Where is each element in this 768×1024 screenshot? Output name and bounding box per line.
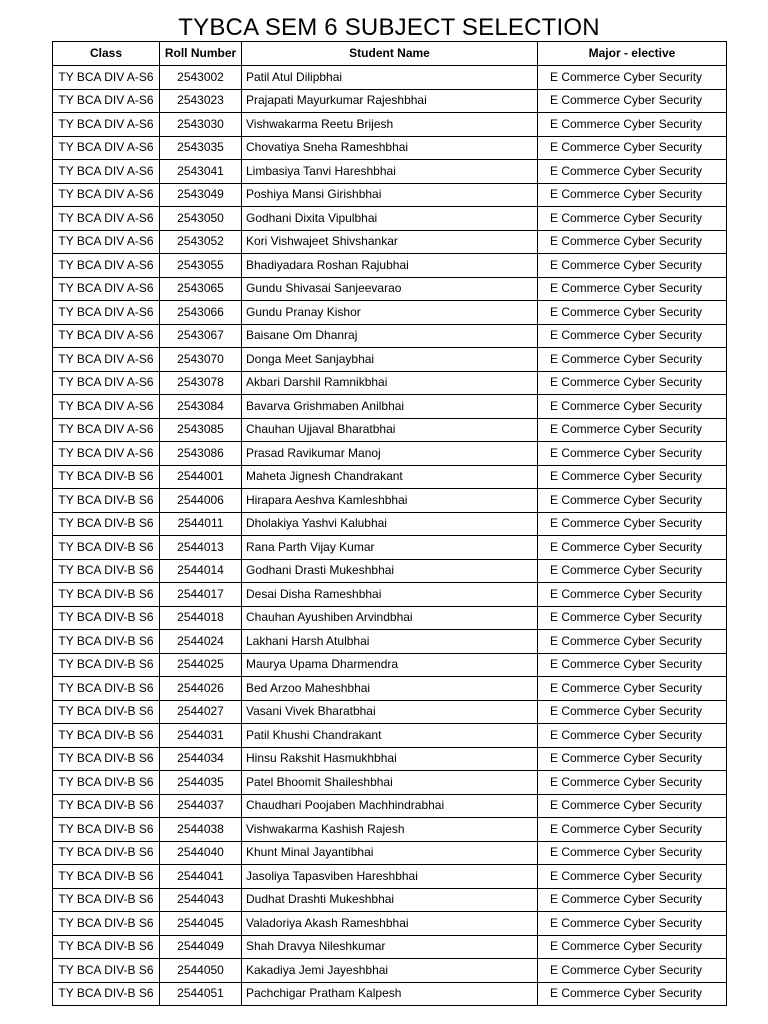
class-cell: TY BCA DIV-B S6 <box>53 559 160 583</box>
class-cell: TY BCA DIV A-S6 <box>53 160 160 184</box>
student-name-cell: Gundu Shivasai Sanjeevarao <box>242 277 538 301</box>
class-cell: TY BCA DIV-B S6 <box>53 818 160 842</box>
student-name-cell: Kakadiya Jemi Jayeshbhai <box>242 959 538 983</box>
class-cell: TY BCA DIV A-S6 <box>53 66 160 90</box>
table-row <box>53 677 727 701</box>
roll-number-cell: 2544045 <box>160 912 242 936</box>
table-row <box>53 66 727 90</box>
class-cell: TY BCA DIV A-S6 <box>53 230 160 254</box>
table-row <box>53 865 727 889</box>
major-elective-cell: E Commerce Cyber Security <box>538 207 727 231</box>
student-name-cell: Poshiya Mansi Girishbhai <box>242 183 538 207</box>
roll-number-cell: 2544017 <box>160 583 242 607</box>
major-elective-cell: E Commerce Cyber Security <box>538 959 727 983</box>
student-name-cell: Patil Atul Dilipbhai <box>242 66 538 90</box>
class-cell: TY BCA DIV-B S6 <box>53 865 160 889</box>
student-name-cell: Prasad Ravikumar Manoj <box>242 442 538 466</box>
roll-number-cell: 2544035 <box>160 771 242 795</box>
class-cell: TY BCA DIV A-S6 <box>53 371 160 395</box>
table-row <box>53 653 727 677</box>
class-cell: TY BCA DIV A-S6 <box>53 324 160 348</box>
major-elective-cell: E Commerce Cyber Security <box>538 277 727 301</box>
table-row <box>53 418 727 442</box>
student-name-cell: Lakhani Harsh Atulbhai <box>242 630 538 654</box>
class-cell: TY BCA DIV A-S6 <box>53 442 160 466</box>
major-elective-cell: E Commerce Cyber Security <box>538 630 727 654</box>
major-elective-cell: E Commerce Cyber Security <box>538 865 727 889</box>
student-name-cell: Godhani Dixita Vipulbhai <box>242 207 538 231</box>
major-elective-cell: E Commerce Cyber Security <box>538 794 727 818</box>
column-header-class: Class <box>53 42 160 66</box>
student-name-cell: Akbari Darshil Ramnikbhai <box>242 371 538 395</box>
roll-number-cell: 2544014 <box>160 559 242 583</box>
major-elective-cell: E Commerce Cyber Security <box>538 606 727 630</box>
student-name-cell: Vishwakarma Reetu Brijesh <box>242 113 538 137</box>
class-cell: TY BCA DIV-B S6 <box>53 841 160 865</box>
major-elective-cell: E Commerce Cyber Security <box>538 183 727 207</box>
column-header-major-elective: Major - elective <box>538 42 727 66</box>
roll-number-cell: 2543078 <box>160 371 242 395</box>
table-row <box>53 489 727 513</box>
student-name-cell: Bavarva Grishmaben Anilbhai <box>242 395 538 419</box>
major-elective-cell: E Commerce Cyber Security <box>538 559 727 583</box>
major-elective-cell: E Commerce Cyber Security <box>538 418 727 442</box>
student-name-cell: Chauhan Ayushiben Arvindbhai <box>242 606 538 630</box>
student-name-cell: Patel Bhoomit Shaileshbhai <box>242 771 538 795</box>
roll-number-cell: 2543041 <box>160 160 242 184</box>
student-name-cell: Gundu Pranay Kishor <box>242 301 538 325</box>
roll-number-cell: 2544026 <box>160 677 242 701</box>
student-name-cell: Pachchigar Pratham Kalpesh <box>242 982 538 1006</box>
student-name-cell: Maurya Upama Dharmendra <box>242 653 538 677</box>
table-row <box>53 277 727 301</box>
student-name-cell: Shah Dravya Nileshkumar <box>242 935 538 959</box>
student-name-cell: Bed Arzoo Maheshbhai <box>242 677 538 701</box>
student-name-cell: Prajapati Mayurkumar Rajeshbhai <box>242 89 538 113</box>
major-elective-cell: E Commerce Cyber Security <box>538 254 727 278</box>
major-elective-cell: E Commerce Cyber Security <box>538 512 727 536</box>
class-cell: TY BCA DIV A-S6 <box>53 348 160 372</box>
student-name-cell: Bhadiyadara Roshan Rajubhai <box>242 254 538 278</box>
student-name-cell: Vasani Vivek Bharatbhai <box>242 700 538 724</box>
table-header-row <box>53 42 727 66</box>
column-header-roll-number: Roll Number <box>160 42 242 66</box>
table-row <box>53 559 727 583</box>
major-elective-cell: E Commerce Cyber Security <box>538 841 727 865</box>
roll-number-cell: 2543035 <box>160 136 242 160</box>
table-row <box>53 395 727 419</box>
student-name-cell: Hirapara Aeshva Kamleshbhai <box>242 489 538 513</box>
student-name-cell: Rana Parth Vijay Kumar <box>242 536 538 560</box>
student-name-cell: Chaudhari Poojaben Machhindrabhai <box>242 794 538 818</box>
roll-number-cell: 2544051 <box>160 982 242 1006</box>
major-elective-cell: E Commerce Cyber Security <box>538 371 727 395</box>
table-row <box>53 301 727 325</box>
class-cell: TY BCA DIV A-S6 <box>53 395 160 419</box>
class-cell: TY BCA DIV-B S6 <box>53 653 160 677</box>
roll-number-cell: 2544025 <box>160 653 242 677</box>
student-name-cell: Jasoliya Tapasviben Hareshbhai <box>242 865 538 889</box>
class-cell: TY BCA DIV-B S6 <box>53 888 160 912</box>
table-body <box>53 66 727 1006</box>
roll-number-cell: 2543070 <box>160 348 242 372</box>
class-cell: TY BCA DIV-B S6 <box>53 465 160 489</box>
class-cell: TY BCA DIV A-S6 <box>53 89 160 113</box>
table-row <box>53 136 727 160</box>
class-cell: TY BCA DIV A-S6 <box>53 113 160 137</box>
major-elective-cell: E Commerce Cyber Security <box>538 324 727 348</box>
roll-number-cell: 2543049 <box>160 183 242 207</box>
major-elective-cell: E Commerce Cyber Security <box>538 982 727 1006</box>
class-cell: TY BCA DIV A-S6 <box>53 183 160 207</box>
table-row <box>53 841 727 865</box>
roll-number-cell: 2544001 <box>160 465 242 489</box>
table-row <box>53 747 727 771</box>
table-row <box>53 160 727 184</box>
table-row <box>53 700 727 724</box>
major-elective-cell: E Commerce Cyber Security <box>538 724 727 748</box>
student-name-cell: Godhani Drasti Mukeshbhai <box>242 559 538 583</box>
student-name-cell: Baisane Om Dhanraj <box>242 324 538 348</box>
table-row <box>53 982 727 1006</box>
major-elective-cell: E Commerce Cyber Security <box>538 230 727 254</box>
table-row <box>53 89 727 113</box>
roll-number-cell: 2543066 <box>160 301 242 325</box>
student-name-cell: Vishwakarma Kashish Rajesh <box>242 818 538 842</box>
class-cell: TY BCA DIV-B S6 <box>53 982 160 1006</box>
major-elective-cell: E Commerce Cyber Security <box>538 888 727 912</box>
table-row <box>53 183 727 207</box>
table-row <box>53 935 727 959</box>
class-cell: TY BCA DIV-B S6 <box>53 747 160 771</box>
major-elective-cell: E Commerce Cyber Security <box>538 489 727 513</box>
roll-number-cell: 2543084 <box>160 395 242 419</box>
roll-number-cell: 2543086 <box>160 442 242 466</box>
class-cell: TY BCA DIV A-S6 <box>53 207 160 231</box>
table-row <box>53 465 727 489</box>
class-cell: TY BCA DIV-B S6 <box>53 677 160 701</box>
table-row <box>53 630 727 654</box>
major-elective-cell: E Commerce Cyber Security <box>538 912 727 936</box>
roll-number-cell: 2544018 <box>160 606 242 630</box>
class-cell: TY BCA DIV-B S6 <box>53 489 160 513</box>
subject-selection-table <box>52 41 727 1006</box>
roll-number-cell: 2544040 <box>160 841 242 865</box>
class-cell: TY BCA DIV A-S6 <box>53 277 160 301</box>
major-elective-cell: E Commerce Cyber Security <box>538 301 727 325</box>
major-elective-cell: E Commerce Cyber Security <box>538 677 727 701</box>
major-elective-cell: E Commerce Cyber Security <box>538 935 727 959</box>
roll-number-cell: 2543052 <box>160 230 242 254</box>
major-elective-cell: E Commerce Cyber Security <box>538 465 727 489</box>
roll-number-cell: 2543002 <box>160 66 242 90</box>
table-row <box>53 724 727 748</box>
table-row <box>53 888 727 912</box>
column-header-student-name: Student Name <box>242 42 538 66</box>
major-elective-cell: E Commerce Cyber Security <box>538 818 727 842</box>
table-row <box>53 254 727 278</box>
class-cell: TY BCA DIV A-S6 <box>53 254 160 278</box>
major-elective-cell: E Commerce Cyber Security <box>538 348 727 372</box>
roll-number-cell: 2544024 <box>160 630 242 654</box>
roll-number-cell: 2544049 <box>160 935 242 959</box>
roll-number-cell: 2544013 <box>160 536 242 560</box>
major-elective-cell: E Commerce Cyber Security <box>538 113 727 137</box>
roll-number-cell: 2544027 <box>160 700 242 724</box>
class-cell: TY BCA DIV-B S6 <box>53 700 160 724</box>
table-row <box>53 771 727 795</box>
roll-number-cell: 2543023 <box>160 89 242 113</box>
student-name-cell: Patil Khushi Chandrakant <box>242 724 538 748</box>
class-cell: TY BCA DIV-B S6 <box>53 512 160 536</box>
student-name-cell: Hinsu Rakshit Hasmukhbhai <box>242 747 538 771</box>
major-elective-cell: E Commerce Cyber Security <box>538 136 727 160</box>
major-elective-cell: E Commerce Cyber Security <box>538 89 727 113</box>
roll-number-cell: 2543065 <box>160 277 242 301</box>
class-cell: TY BCA DIV-B S6 <box>53 935 160 959</box>
major-elective-cell: E Commerce Cyber Security <box>538 536 727 560</box>
class-cell: TY BCA DIV-B S6 <box>53 630 160 654</box>
class-cell: TY BCA DIV A-S6 <box>53 418 160 442</box>
class-cell: TY BCA DIV-B S6 <box>53 536 160 560</box>
class-cell: TY BCA DIV A-S6 <box>53 301 160 325</box>
roll-number-cell: 2543067 <box>160 324 242 348</box>
roll-number-cell: 2543050 <box>160 207 242 231</box>
table-row <box>53 912 727 936</box>
roll-number-cell: 2543055 <box>160 254 242 278</box>
class-cell: TY BCA DIV-B S6 <box>53 959 160 983</box>
student-name-cell: Khunt Minal Jayantibhai <box>242 841 538 865</box>
student-name-cell: Kori Vishwajeet Shivshankar <box>242 230 538 254</box>
student-name-cell: Valadoriya Akash Rameshbhai <box>242 912 538 936</box>
roll-number-cell: 2544011 <box>160 512 242 536</box>
student-name-cell: Desai Disha Rameshbhai <box>242 583 538 607</box>
major-elective-cell: E Commerce Cyber Security <box>538 700 727 724</box>
roll-number-cell: 2543085 <box>160 418 242 442</box>
major-elective-cell: E Commerce Cyber Security <box>538 395 727 419</box>
table-row <box>53 442 727 466</box>
table-row <box>53 324 727 348</box>
student-name-cell: Chauhan Ujjaval Bharatbhai <box>242 418 538 442</box>
page-title: TYBCA SEM 6 SUBJECT SELECTION <box>178 14 600 41</box>
table-row <box>53 371 727 395</box>
major-elective-cell: E Commerce Cyber Security <box>538 583 727 607</box>
student-name-cell: Donga Meet Sanjaybhai <box>242 348 538 372</box>
roll-number-cell: 2544031 <box>160 724 242 748</box>
major-elective-cell: E Commerce Cyber Security <box>538 771 727 795</box>
table-row <box>53 230 727 254</box>
table-row <box>53 348 727 372</box>
table-row <box>53 113 727 137</box>
table-row <box>53 818 727 842</box>
roll-number-cell: 2544037 <box>160 794 242 818</box>
table-row <box>53 606 727 630</box>
student-name-cell: Maheta Jignesh Chandrakant <box>242 465 538 489</box>
major-elective-cell: E Commerce Cyber Security <box>538 653 727 677</box>
roll-number-cell: 2544038 <box>160 818 242 842</box>
table-row <box>53 583 727 607</box>
student-name-cell: Dholakiya Yashvi Kalubhai <box>242 512 538 536</box>
class-cell: TY BCA DIV-B S6 <box>53 583 160 607</box>
table-row <box>53 207 727 231</box>
table-row <box>53 536 727 560</box>
roll-number-cell: 2543030 <box>160 113 242 137</box>
student-name-cell: Limbasiya Tanvi Hareshbhai <box>242 160 538 184</box>
student-name-cell: Dudhat Drashti Mukeshbhai <box>242 888 538 912</box>
class-cell: TY BCA DIV-B S6 <box>53 771 160 795</box>
table-row <box>53 959 727 983</box>
major-elective-cell: E Commerce Cyber Security <box>538 442 727 466</box>
roll-number-cell: 2544050 <box>160 959 242 983</box>
roll-number-cell: 2544043 <box>160 888 242 912</box>
table-row <box>53 512 727 536</box>
class-cell: TY BCA DIV-B S6 <box>53 606 160 630</box>
major-elective-cell: E Commerce Cyber Security <box>538 160 727 184</box>
roll-number-cell: 2544006 <box>160 489 242 513</box>
class-cell: TY BCA DIV-B S6 <box>53 912 160 936</box>
class-cell: TY BCA DIV A-S6 <box>53 136 160 160</box>
roll-number-cell: 2544041 <box>160 865 242 889</box>
major-elective-cell: E Commerce Cyber Security <box>538 747 727 771</box>
class-cell: TY BCA DIV-B S6 <box>53 724 160 748</box>
major-elective-cell: E Commerce Cyber Security <box>538 66 727 90</box>
table-row <box>53 794 727 818</box>
class-cell: TY BCA DIV-B S6 <box>53 794 160 818</box>
roll-number-cell: 2544034 <box>160 747 242 771</box>
student-name-cell: Chovatiya Sneha Rameshbhai <box>242 136 538 160</box>
